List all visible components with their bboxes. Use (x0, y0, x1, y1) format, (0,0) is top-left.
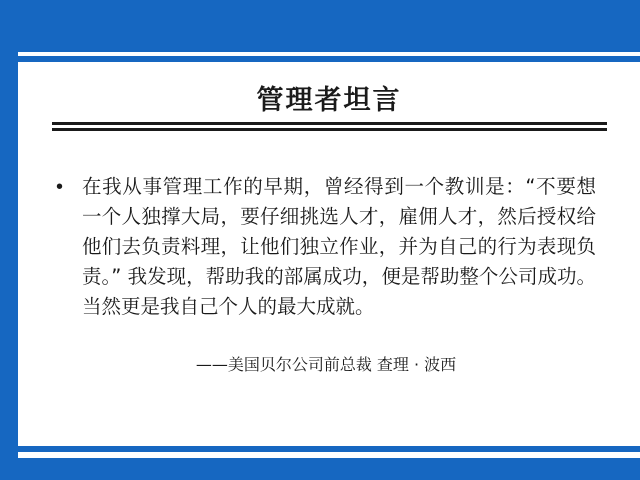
bottom-accent-band (18, 458, 640, 480)
left-accent-bar (0, 0, 18, 480)
bottom-accent-rule (18, 446, 640, 452)
title-underline (52, 122, 607, 131)
attribution-text: ——美国贝尔公司前总裁 查理 · 波西 (195, 355, 457, 374)
bullet-icon: • (56, 176, 64, 198)
top-accent-rule (18, 56, 640, 62)
page-title: 管理者坦言 (256, 85, 402, 116)
top-accent-band (18, 0, 640, 52)
body-block (56, 172, 596, 322)
body-paragraph: 在我从事管理工作的早期，曾经得到一个教训是：“不要想一个人独撑大局，要仔细挑选人才，雇佣人才，然后授权给他们去负责料理，让他们独立作业，并为自己的行为表现负责。” 我发现，帮助我的部属成功，便是帮助整个公司成功。当然更是我自己个人的最大成就。 (82, 175, 596, 318)
